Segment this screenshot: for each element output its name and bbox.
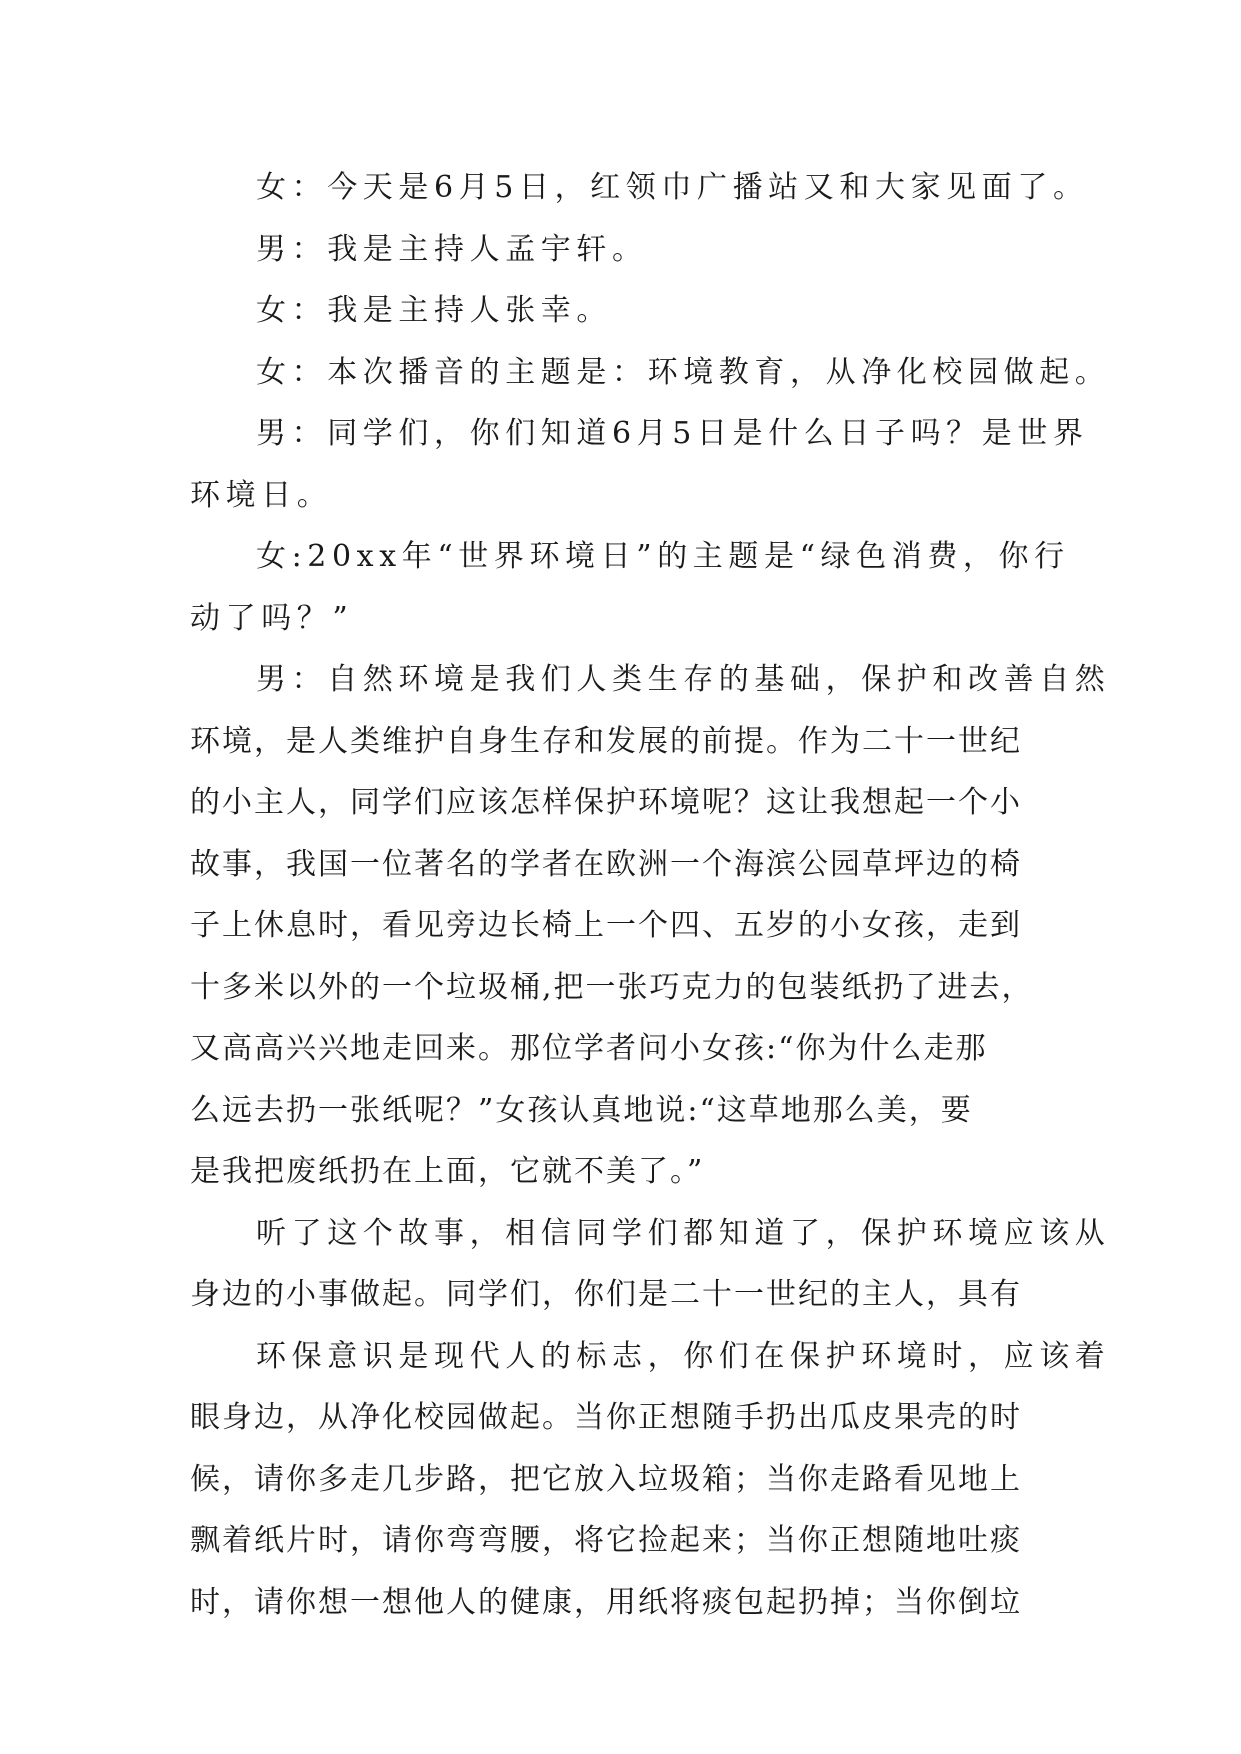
paragraph-line: 十多米以外的一个垃圾桶,把一张巧克力的包装纸扔了进去，: [190, 969, 1034, 1005]
paragraph-line: 又高高兴兴地走回来。那位学者问小女孩:“你为什么走那: [190, 1031, 988, 1066]
paragraph-line: 时，请你想一想他人的健康，用纸将痰包起扔掉；当你倒垃: [190, 1584, 1022, 1620]
paragraph-line: 飘着纸片时，请你弯弯腰，将它捡起来；当你正想随地吐痰: [190, 1523, 1022, 1558]
paragraph-line: 眼身边，从净化校园做起。当你正想随手扔出瓜皮果壳的时: [190, 1400, 1022, 1435]
paragraph-line: 女：今天是6月5日，红领巾广播站又和大家见面了。: [256, 170, 1089, 205]
paragraph-line: 男：同学们，你们知道6月5日是什么日子吗？是世界: [256, 416, 1089, 451]
paragraph-line: 环境日。: [190, 477, 333, 513]
paragraph-line: 子上休息时，看见旁边长椅上一个四、五岁的小女孩，走到: [190, 908, 1022, 943]
paragraph-line: 女：我是主持人张幸。: [256, 293, 612, 328]
paragraph-line: 环境，是人类维护自身生存和发展的前提。作为二十一世纪: [190, 723, 1022, 759]
paragraph-line: 的小主人，同学们应该怎样保护环境呢？这让我想起一个小: [190, 785, 1022, 820]
paragraph-line: 么远去扔一张纸呢？”女孩认真地说:“这草地那么美，要: [190, 1092, 973, 1128]
paragraph-line: 男：自然环境是我们人类生存的基础，保护和改善自然: [256, 662, 1111, 697]
document-body: [190, 157, 1111, 1633]
paragraph-line: 男：我是主持人孟宇轩。: [256, 231, 648, 267]
paragraph-line: 环保意识是现代人的标志，你们在保护环境时，应该着: [256, 1338, 1111, 1374]
paragraph-line: 候，请你多走几步路，把它放入垃圾箱；当你走路看见地上: [190, 1461, 1022, 1497]
paragraph-line: 故事，我国一位著名的学者在欧洲一个海滨公园草坪边的椅: [190, 846, 1022, 882]
paragraph-line: 女:20xx年“世界环境日”的主题是“绿色消费，你行: [256, 539, 1070, 574]
paragraph-line: 是我把废纸扔在上面，它就不美了。”: [190, 1154, 705, 1189]
paragraph-line: 女：本次播音的主题是：环境教育，从净化校园做起。: [256, 354, 1111, 390]
paragraph-line: 身边的小事做起。同学们，你们是二十一世纪的主人，具有: [190, 1277, 1022, 1312]
paragraph-line: 听了这个故事，相信同学们都知道了，保护环境应该从: [256, 1215, 1111, 1251]
paragraph-line: 动了吗？”: [190, 600, 354, 636]
